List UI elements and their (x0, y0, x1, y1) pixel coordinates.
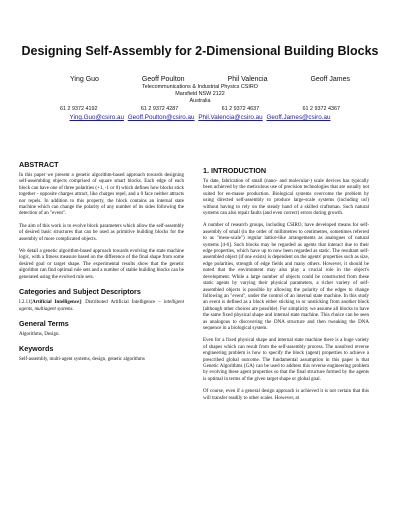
affiliation-block (60, 84, 340, 105)
intro-paragraph: Of course, even if a general design approach is achieved it is not certain that this will transfer readily to other scales. However, at (203, 389, 369, 401)
phone-number: 61 2 9372 4287 (140, 106, 179, 112)
phone-list (60, 106, 340, 113)
abstract-paragraph: We detail a genetic algorithm-based approach towards evolving the state machine logic, with a fitness measure based on the difference of the final shape from some desired goal or target shape. The experimental results show that the genetic algorithm can find optimal rule sets and a number of stable building blocks can be generated using the evolved rule sets. (19, 249, 184, 280)
right-column (203, 166, 369, 408)
intro-paragraph: To date, fabrication of small (nano- and molecular-) scale devices has typically been achieved by the meticulous use of precision technologies that are usually not suited for en-masse production. Biological systems overcome the problem by using directed self-assembly to produce large-scale systems (including us!) without having to rely on the steady hand of a skilled craftsman. Such natural systems can also repair faults (and even correct) errors during growth. (203, 179, 369, 217)
introduction-heading: 1. INTRODUCTION (203, 166, 267, 175)
phone-number: 61 2 9372 4637 (221, 106, 260, 112)
phone-number: 61 2 9372 4192 (60, 106, 98, 112)
email-link[interactable]: Geoff.Poulton@csiro.au (127, 114, 195, 121)
phone-number: 61 2 9372 4367 (302, 106, 340, 112)
category-desc: : Distributed Artificial Intelligence (80, 300, 156, 306)
affiliation-country: Australia (189, 98, 211, 104)
author-list (70, 75, 350, 84)
author-name: Geoff Poulton (141, 76, 185, 83)
abstract-paragraph: The aim of this work is to evolve block parameters which allow the self-assembly of desired basic structures that can be used as primitive building blocks for the assembly of more complicated objects. (19, 223, 184, 242)
email-list (40, 114, 360, 122)
keywords-heading: Keywords (19, 344, 54, 354)
categories-text (19, 300, 184, 313)
left-column (19, 160, 184, 370)
email-link[interactable]: Geoff.James@csiro.au (266, 114, 331, 121)
category-term: Artificial Intelligence] (32, 300, 81, 306)
author-name: Ying Guo (70, 76, 99, 83)
paper-title: Designing Self-Assembly for 2-Dimensional Building Blocks (21, 44, 379, 58)
author-name: Geoff James (310, 76, 350, 83)
abstract-heading: ABSTRACT (19, 160, 59, 169)
category-subterms: – intelligent agents, multiagent systems. (19, 300, 185, 312)
abstract-paragraph: In this paper we present a genetic algorithm-based approach towards designing self-assembling objects comprised of square smart blocks. Each edge of each block can have one of three polarities (+1, -1 or 0) which defines how blocks stick together - opposite charges attract, like charges repel, and a 0 face neither attracts nor repels. In addition to this property, the block contains an internal state machine which can change the polarity of any number of its sides following the detection of an "event". (19, 173, 184, 217)
email-link[interactable]: Ying.Guo@csiro.au (69, 114, 124, 121)
keywords-text: Self-assembly, multi-agent systems, design, genetic algorithms (19, 357, 145, 363)
affiliation-address: Marsfield NSW 2122 (175, 91, 225, 97)
general-terms-heading: General Terms (19, 318, 69, 328)
author-name: Phil Valencia (227, 76, 268, 83)
categories-heading: Categories and Subject Descriptors (19, 287, 141, 297)
affiliation-org: Telecommunications & Industrial Physics CSIRO (142, 84, 258, 90)
general-terms-text: Algorithms, Design. (19, 331, 60, 337)
category-code: I.2.11[ (19, 300, 33, 306)
intro-paragraph: A number of research groups, including CSIRO, have developed means for self-assembly of small (in the order of millimetres to centimetres, sometimes referred to as "meso-scale") regular lattice-like arrangements as analogues of natural systems [4-6]. Such blocks may be regarded as agents that interact due to their edge properties, which have up to now been regarded as static. The resultant self-assembled object (if one exists) is dependent on the agents' properties such as size, edge polarities, strength of edge fields and many others. However, it should be noted that the environment may also play a crucial role in the object's development. While a large number of objects could be constructed from these static agents by varying their physical parameters, a richer variety of self-assembled objects is possible by allowing the polarity of the edges to change following an "event", under the control of an internal state machine. In this study an event is defined as a block either sticking to or unsticking from another block (although other choices are possible). For simplicity we assume all blocks to have the same fixed physical shape and internal state machine. This choice can be seen as analogous to discovering the DNA structure and then tweaking the DNA sequence in a biological system. (203, 223, 369, 331)
email-link[interactable]: Phil.Valencia@csiro.au (198, 114, 263, 121)
intro-paragraph: Even for a fixed physical shape and internal state machine there is a huge variety of shapes which can result from the self-assembly process. The unsolved reverse engineering problem is how to specify the block (agent) properties to achieve a prescribed global outcome. The fundamental assumption in this paper is that Genetic Algorithms (GA) can be used to address this reverse engineering problem by evolving these agent properties so that the final structure formed by the agents is optimal in terms of the given target shape or global goal. (203, 338, 369, 382)
